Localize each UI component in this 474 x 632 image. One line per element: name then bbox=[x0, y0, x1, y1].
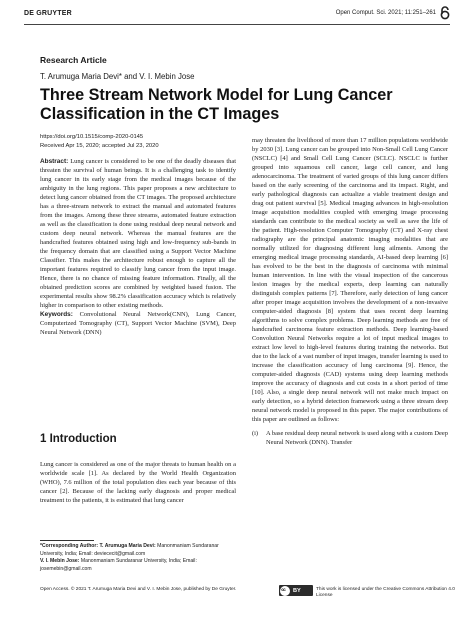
corresponding-author-label: *Corresponding Author: T. Arumuga Maria Devi: bbox=[40, 543, 156, 549]
corresponding-author-footnote bbox=[40, 543, 236, 558]
abstract-section bbox=[40, 157, 236, 337]
introduction-section bbox=[40, 460, 236, 505]
second-author-footnote bbox=[40, 558, 236, 573]
list-marker: (i) bbox=[252, 430, 259, 437]
right-column-text: may threaten the livelihood of more than 17 million populations worldwide by 2030 [3]. Lung cancer can be grouped into Non-Small Cell Lung Cancer (NSCLC) [4] and Small Cell Lung Cancer (SCLC). NSCLC is further grouped into squamous cell cancer, large cell cancer, and lung adenocarcinoma. The treatment of varied groups of this lung cancer differs based on the early screening of the carcinoma and its impact. Right, and early pathological diagnosis can actualize a viable treatment design and drag out patient survival [5]. Medical imaging advances in high-resolution image acquisition modalities coupled with emerging image processing standards can contribute to the medical society as well as save the life of the patient. High-resolution Computer Tomography (CT) and X-ray chest radiography are the principal anatomic imaging modalities that are normally utilized for diagnosing different lung ailments. Among the emerging medical image processing standards, AI-based deep learning [6] has evolved to be the best in the diagnosis of carcinoma with minimal human intervention. In line with the visual inspection of the cancerous lesion images by the medical experts, deep learning can naturally distinguish complex patterns [7]. Therefore, early detection of lung cancer after proper image acquisition involves the development of a non-invasive computer-aided diagnosis [8] system that uses recent deep learning algorithms to solve complex problems. Deep learning methods are free of handcrafted carcinoma feature extraction methods. Deep learning-based Convolution Neural Networks require a lot of input medical images to extract low level to high-level features during training the networks. But due to the lack of a vast number of input images, transfer learning is used to increase the classification accuracy of lung carcinoma [9]. Hence, the computer-aided diagnosis (CAD) systems using deep learning methods improve the accuracy of diagnosis and cut costs in a short period of time [10]. Also, a single deep neural network will not make much impact on early detection, so a hybrid detection framework using a three stream deep neural network model is proposed in this paper. The major contributions of this paper are outlined as follows: bbox=[252, 137, 448, 423]
section-heading-introduction: 1 Introduction bbox=[40, 433, 117, 445]
footnote-rule bbox=[40, 540, 94, 541]
by-badge-label: BY bbox=[293, 587, 301, 594]
license-statement: Open Access. © 2021 T. Arumuga Maria Devi and V. I. Mebin Jose, published by De Gruyter. bbox=[40, 587, 237, 592]
creative-commons-license-text: This work is licensed under the Creative Commons Attribution 4.0 License bbox=[316, 587, 455, 599]
cc-by-license-badge[interactable] bbox=[279, 585, 313, 596]
paper-title: Three Stream Network Model for Lung Cancer Classification in the CT Images bbox=[40, 86, 393, 123]
second-author-text: Manonmaniam Sundaranar University, India; Email: josemebin@gmail.com bbox=[40, 558, 197, 572]
article-type: Research Article bbox=[40, 55, 107, 65]
open-access-icon bbox=[439, 6, 451, 20]
abstract-label: Abstract: bbox=[40, 158, 69, 165]
keywords-label: Keywords: bbox=[40, 311, 73, 318]
list-item-text: A base residual deep neural network is used along with a custom Deep Neural Network (DNN). Transfer bbox=[266, 430, 448, 446]
doi-link[interactable]: https://doi.org/10.1515/comp-2020-0145 bbox=[40, 134, 144, 140]
keywords-paragraph bbox=[40, 310, 236, 337]
right-column bbox=[252, 136, 448, 447]
abstract-paragraph bbox=[40, 157, 236, 310]
header-rule bbox=[24, 24, 450, 25]
list-item bbox=[252, 429, 448, 447]
publisher-name: DE GRUYTER bbox=[24, 10, 72, 17]
second-author-label: V. I. Mebin Jose: bbox=[40, 558, 80, 565]
received-dates: Received Apr 15, 2020; accepted Jul 23, 2020 bbox=[40, 143, 159, 149]
cc-badge-label: cc bbox=[281, 586, 286, 592]
journal-reference: Open Comput. Sci. 2021; 11:251–261 bbox=[335, 10, 436, 16]
abstract-text: Lung cancer is considered to be one of the deadly diseases that threaten the survival of human beings. It is a challenging task to identify lung cancer in its early stage from the medical images because of the ambiguity in the lung regions. This paper proposes a new architecture to detect lung cancer obtained from the CT images. The proposed architecture has a three-stream network to extract the manual and automated features from the images. Among these three streams, automated feature extraction as well as the classification is done using residual deep neural network and custom deep neural network. Whereas the manual features are the handcrafted features obtained using high and low-frequency sub-bands in the frequency domain that are classified using a Support Vector Machine Classifier. This makes the architecture robust enough to capture all the important features required to classify lung cancer from the input image. Hence, there is no chance of missing feature information. Finally, all the obtained prediction scores are combined by weighted based fusion. The experimental results show 98.2% classification accuracy which is relatively higher in comparison to other existing methods. bbox=[40, 158, 237, 309]
introduction-text: Lung cancer is considered as one of the major threats to human health on a worldwide scale [1]. As declared by the World Health Organization (WHO), 7.6 million of the total population dies each year because of this cancer [2]. Because of the lacking early diagnosis and proper medical treatment to the patients, it is estimated that lung cancer bbox=[40, 461, 236, 504]
corresponding-author-text: Manonmaniam Sundaranar University, India; Email: deviececit@gmail.com bbox=[40, 543, 219, 557]
footnotes bbox=[40, 543, 236, 573]
keywords-text: Convolutional Neural Network(CNN), Lung Cancer, Computerized Tomography (CT), Support Vector Machine (SVM), Deep Neural Network (DNN) bbox=[40, 311, 236, 336]
authors: T. Arumuga Maria Devi* and V. I. Mebin Jose bbox=[40, 72, 195, 81]
